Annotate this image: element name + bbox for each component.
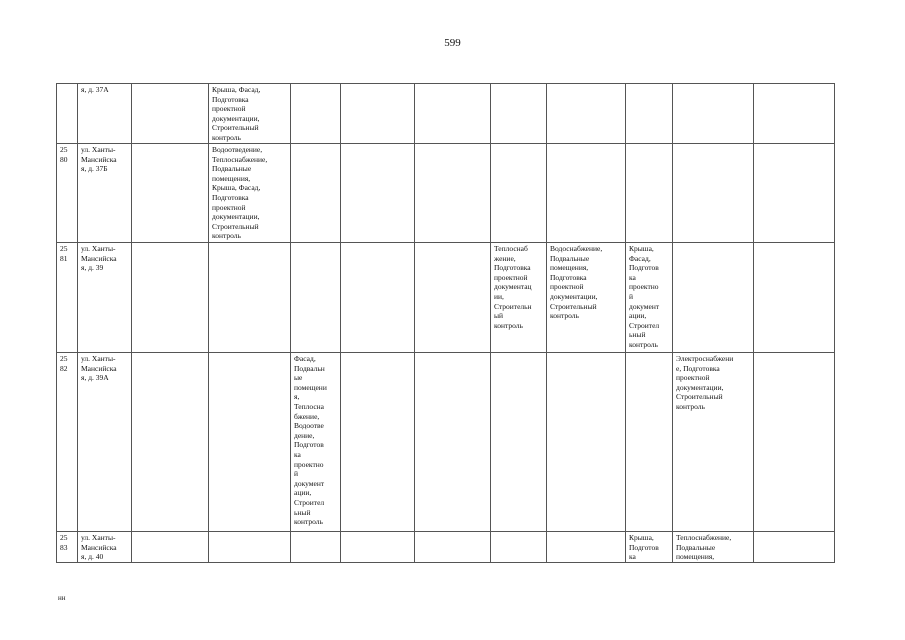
row-number-cell (57, 84, 78, 144)
table-cell (341, 84, 415, 144)
table-cell: Водоотведение, Теплоснабжение, Подвальные помещения, Крыша, Фасад, Подготовка проектной документации, Строительный контроль (209, 144, 291, 243)
table-cell (291, 532, 341, 563)
table-cell (291, 84, 341, 144)
table-cell (491, 532, 547, 563)
row-number-cell: 25 83 (57, 532, 78, 563)
table-cell: Теплоснаб жение, Подготовка проектной документац ии, Строительн ый контроль (491, 243, 547, 353)
table-cell: Водоснабжение, Подвальные помещения, Подготовка проектной документации, Строительный контроль (547, 243, 626, 353)
table-cell (673, 243, 754, 353)
table-cell (132, 532, 209, 563)
table-cell (132, 84, 209, 144)
table-cell (754, 84, 835, 144)
footer-note: нн (58, 594, 66, 602)
table-row (57, 144, 835, 243)
address-cell: я, д. 37А (78, 84, 132, 144)
table-cell (754, 353, 835, 532)
address-cell: ул. Ханты- Мансийска я, д. 37Б (78, 144, 132, 243)
table-cell (626, 353, 673, 532)
table-cell (415, 532, 491, 563)
table-cell: Крыша, Подготов ка (626, 532, 673, 563)
repair-schedule-table (56, 83, 835, 563)
table-row (57, 84, 835, 144)
table-cell (547, 353, 626, 532)
table-cell (415, 243, 491, 353)
row-number-cell: 25 80 (57, 144, 78, 243)
table-cell: Теплоснабжение, Подвальные помещения, (673, 532, 754, 563)
table-cell (291, 243, 341, 353)
table-cell (415, 84, 491, 144)
table-cell (341, 243, 415, 353)
table-cell (132, 144, 209, 243)
table-row (57, 532, 835, 563)
table-cell: Крыша, Фасад, Подготовка проектной документации, Строительный контроль (209, 84, 291, 144)
table-cell (491, 144, 547, 243)
table-cell: Электроснабжени е, Подготовка проектной документации, Строительный контроль (673, 353, 754, 532)
address-cell: ул. Ханты- Мансийска я, д. 40 (78, 532, 132, 563)
table-cell (547, 144, 626, 243)
table-cell (547, 532, 626, 563)
table-cell (547, 84, 626, 144)
table-cell (341, 144, 415, 243)
table-cell (132, 353, 209, 532)
address-cell: ул. Ханты- Мансийска я, д. 39 (78, 243, 132, 353)
page-number: 599 (444, 37, 461, 49)
table-cell (754, 144, 835, 243)
table-cell (626, 144, 673, 243)
table-cell (209, 532, 291, 563)
table-row (57, 243, 835, 353)
table-cell (491, 84, 547, 144)
address-cell: ул. Ханты- Мансийска я, д. 39А (78, 353, 132, 532)
table-cell (132, 243, 209, 353)
table-cell (415, 144, 491, 243)
table-cell (209, 243, 291, 353)
table-row (57, 353, 835, 532)
row-number-cell: 25 82 (57, 353, 78, 532)
table-cell (673, 84, 754, 144)
row-number-cell: 25 81 (57, 243, 78, 353)
table-cell: Фасад, Подвальн ые помещени я, Теплосна бжение, Водоотве дение, Подготов ка проектно й документ ации, Строител ьный контроль (291, 353, 341, 532)
table-cell (291, 144, 341, 243)
table-cell (415, 353, 491, 532)
table-cell (754, 532, 835, 563)
table-cell (209, 353, 291, 532)
table-cell (673, 144, 754, 243)
table-cell (626, 84, 673, 144)
table-cell (341, 532, 415, 563)
table-cell (341, 353, 415, 532)
table-body (57, 84, 835, 563)
table-cell (754, 243, 835, 353)
table-cell: Крыша, Фасад, Подготов ка проектно й документ ации, Строител ьный контроль (626, 243, 673, 353)
table-cell (491, 353, 547, 532)
